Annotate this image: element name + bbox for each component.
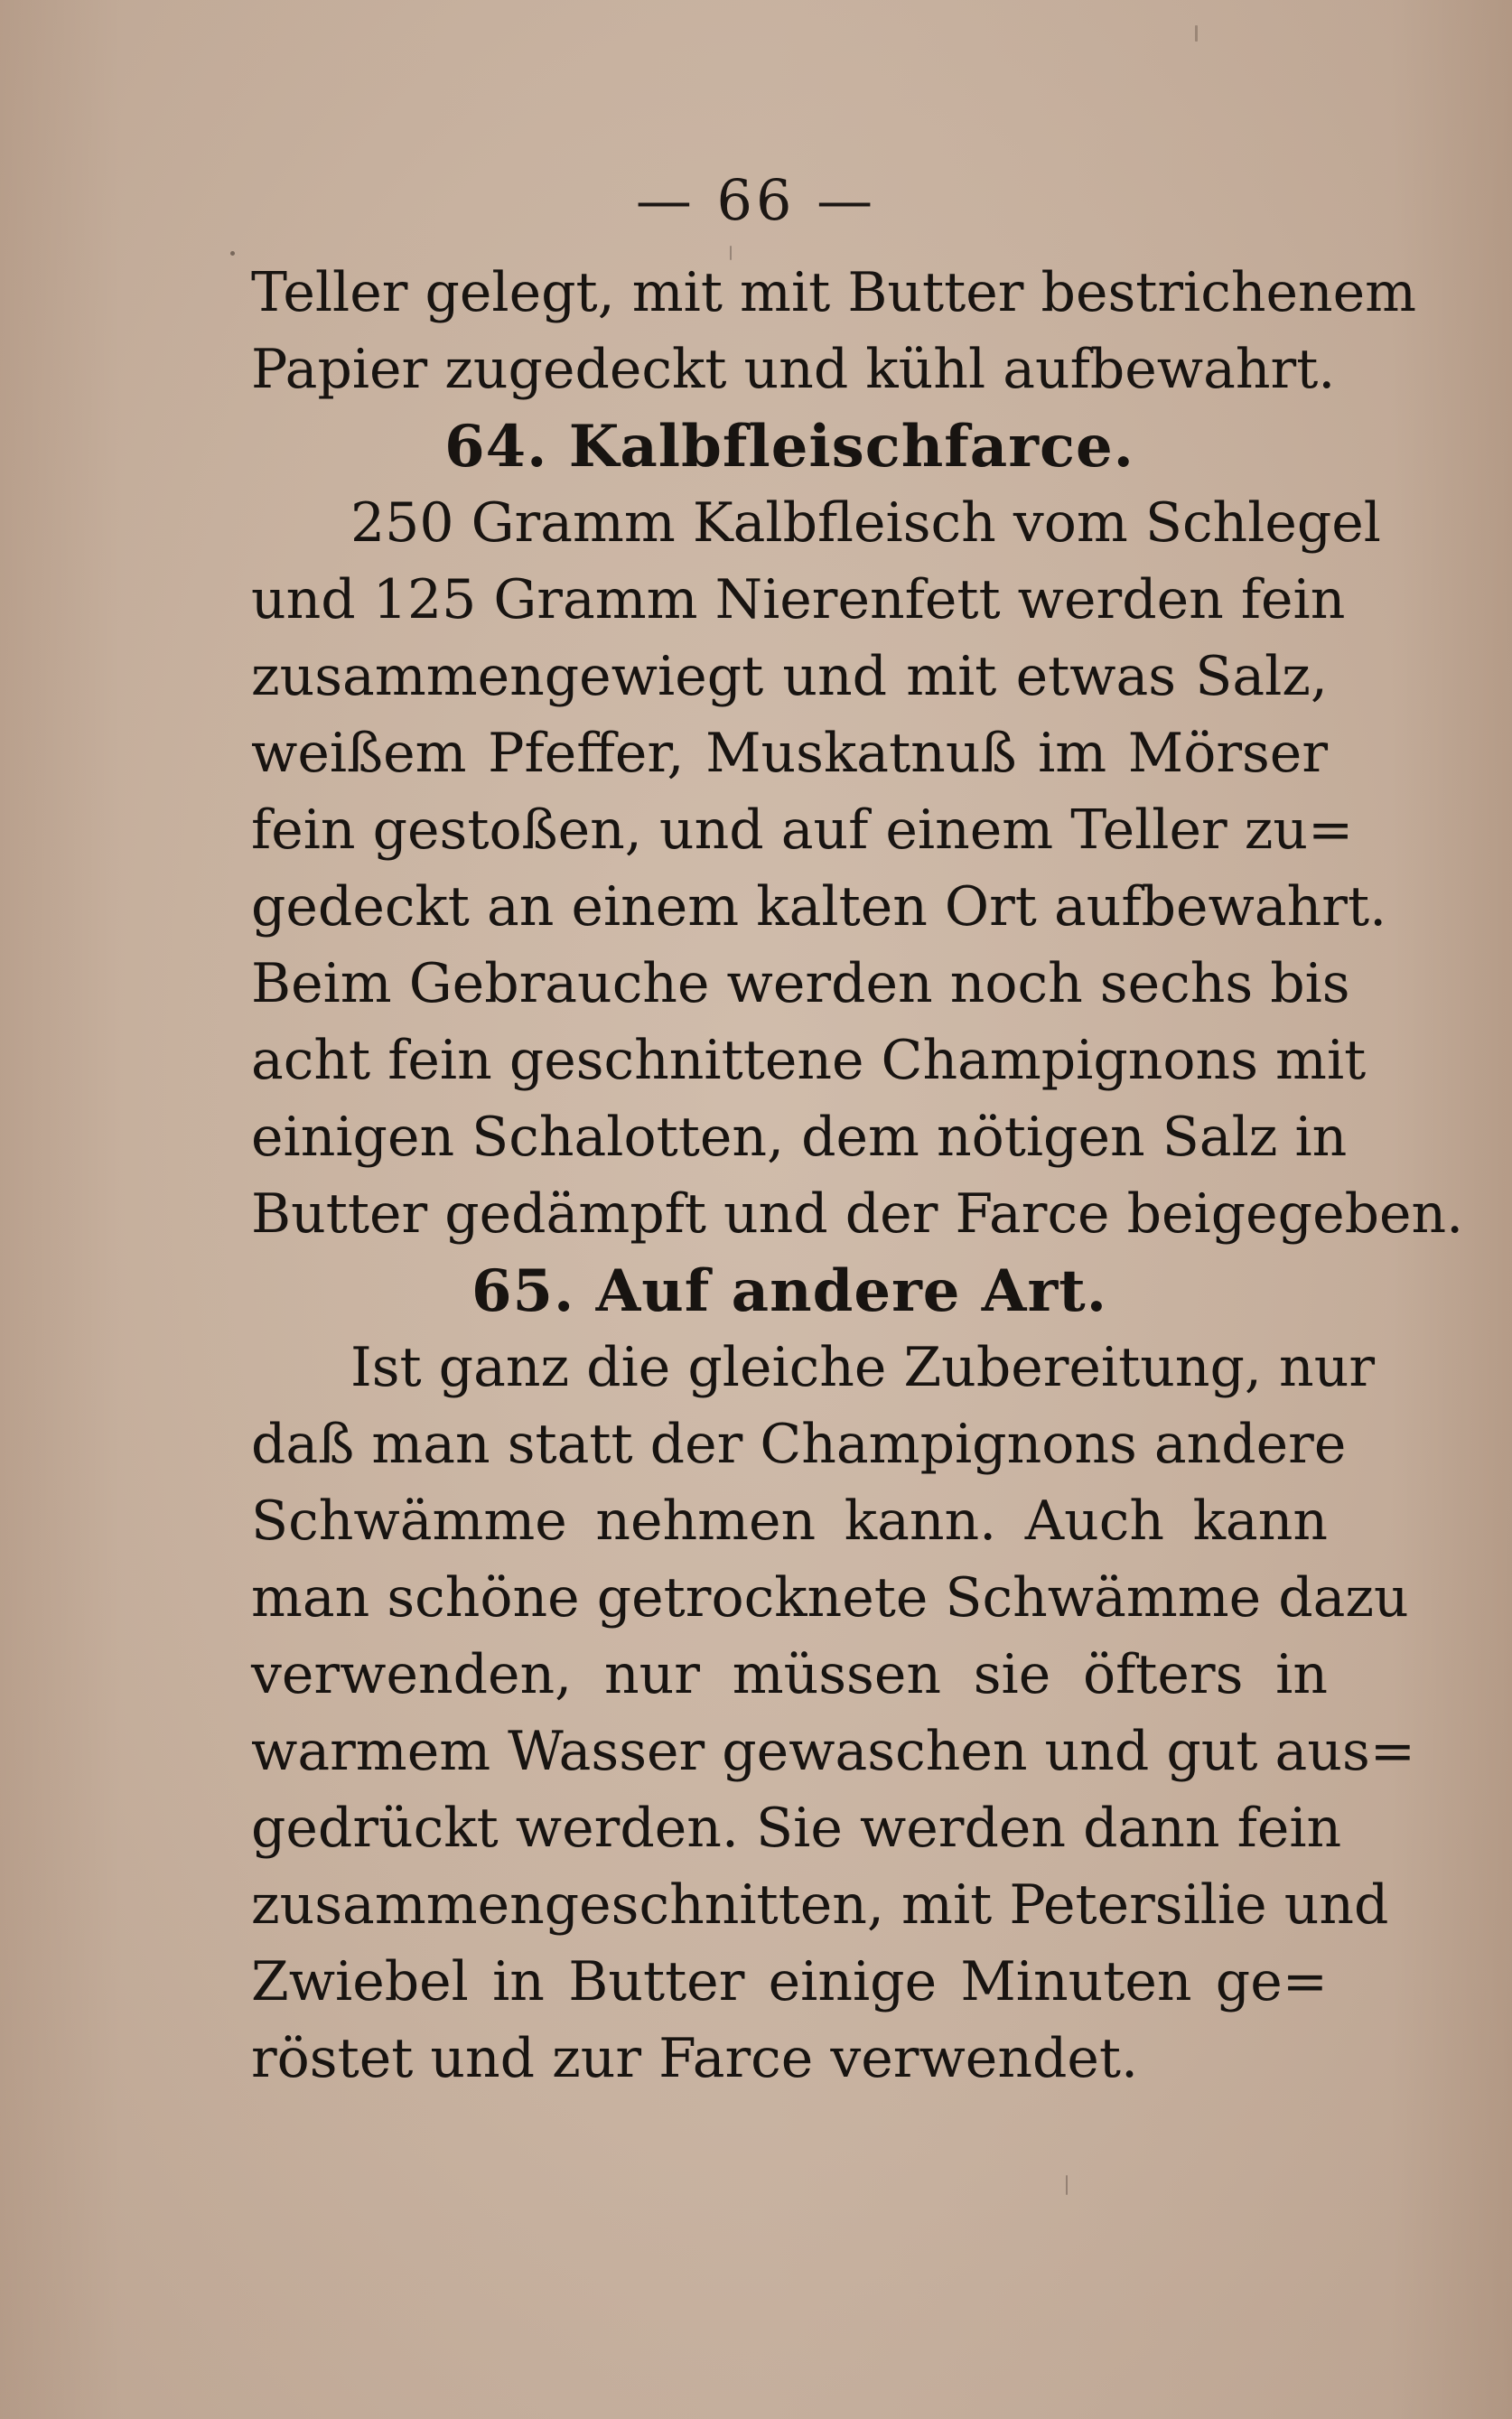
paper-speck: [230, 251, 235, 256]
text-line: fein gestoßen, und auf einem Teller zu=: [251, 799, 1354, 862]
text-line: Papier zugedeckt und kühl aufbewahrt.: [251, 338, 1336, 401]
text-line: Teller gelegt, mit mit Butter bestrichenem: [251, 261, 1417, 324]
text-line: daß man statt der Champignons andere: [251, 1413, 1347, 1476]
section-heading-65: 65. Auf andere Art.: [471, 1257, 1108, 1325]
text-line: zusammengewiegt und mit etwas Salz,: [251, 645, 1328, 708]
text-line: 250 Gramm Kalbfleisch vom Schlegel: [350, 491, 1381, 555]
text-line: acht fein geschnittene Champignons mit: [251, 1029, 1367, 1092]
text-line: gedrückt werden. Sie werden dann fein: [251, 1797, 1342, 1860]
text-line: warmem Wasser gewaschen und gut aus=: [251, 1720, 1416, 1783]
text-line: weißem Pfeffer, Muskatnuß im Mörser: [251, 722, 1328, 785]
text-line: Zwiebel in Butter einige Minuten ge=: [251, 1950, 1328, 2013]
paper-speck: [1066, 2175, 1068, 2195]
text-line: verwenden, nur müssen sie öfters in: [251, 1643, 1328, 1706]
text-line: zusammengeschnitten, mit Petersilie und: [251, 1873, 1389, 1937]
section-heading-64: 64. Kalbfleischfarce.: [444, 413, 1134, 481]
text-line: Schwämme nehmen kann. Auch kann: [251, 1490, 1328, 1553]
text-line: Butter gedämpft und der Farce beigegeben.: [251, 1182, 1464, 1246]
text-line: man schöne getrocknete Schwämme dazu: [251, 1566, 1409, 1630]
text-line: Beim Gebrauche werden noch sechs bis: [251, 952, 1350, 1015]
paper-speck: [1195, 25, 1198, 42]
text-line: Ist ganz die gleiche Zubereitung, nur: [350, 1336, 1376, 1399]
text-line: und 125 Gramm Nierenfett werden fein: [251, 568, 1346, 631]
text-line: gedeckt an einem kalten Ort aufbewahrt.: [251, 875, 1387, 939]
page-number: — 66 —: [635, 167, 877, 233]
text-line: röstet und zur Farce verwendet.: [251, 2027, 1139, 2090]
page-body: [251, 255, 1464, 2097]
text-line: einigen Schalotten, dem nötigen Salz in: [251, 1106, 1348, 1169]
